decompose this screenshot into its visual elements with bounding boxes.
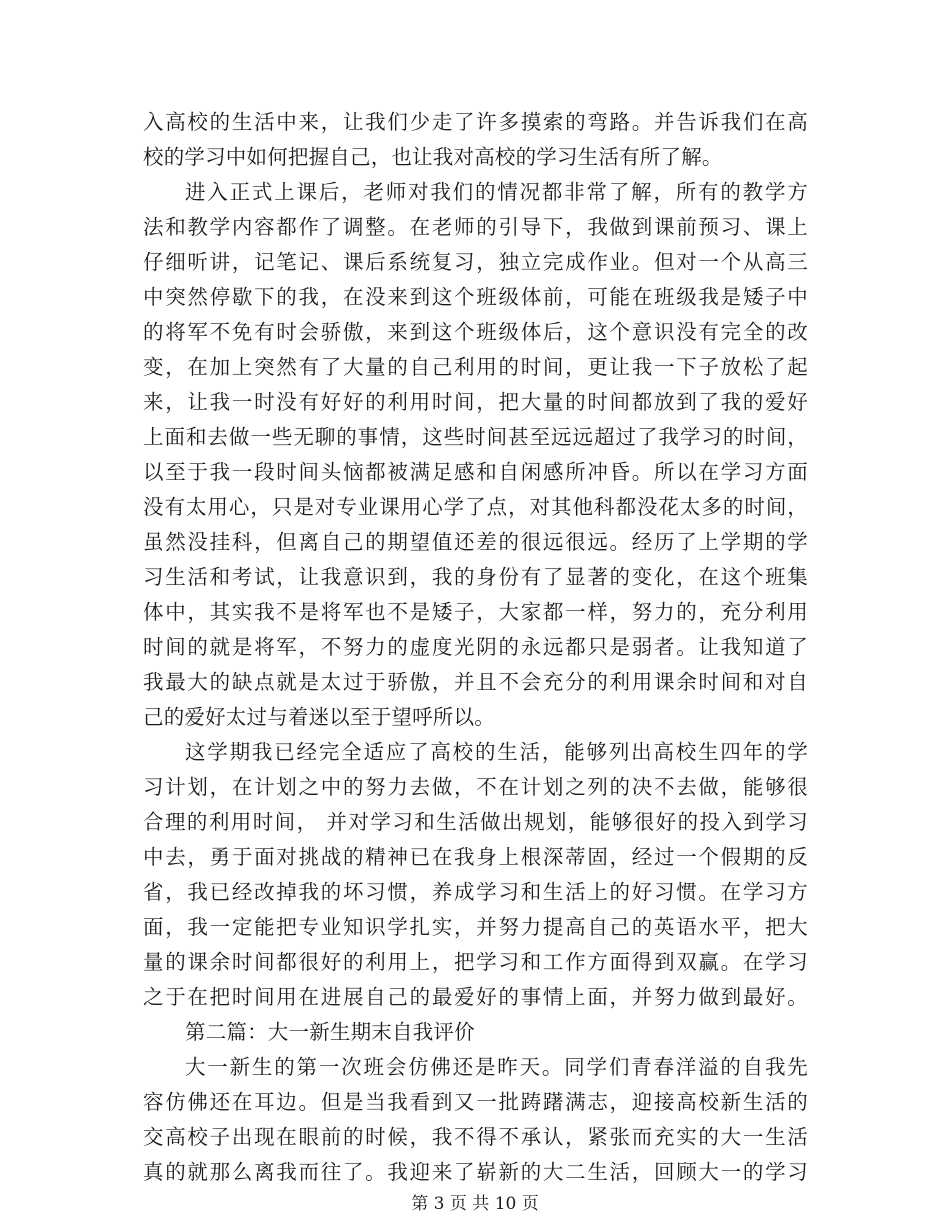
text-line: 中去，勇于面对挑战的精神已在我身上根深蒂固，经过一个假期的反 [143,845,808,869]
text-line: 面，我一定能把专业知识学扎实，并努力提高自己的英语水平，把大 [143,915,808,939]
text-line: 校的学习中如何把握自己，也让我对高校的学习生活有所了解。 [143,145,723,169]
text-line: 合理的利用时间， 并对学习和生活做出规划，能够很好的投入到学习 [143,810,808,834]
text-line: 时间的就是将军，不努力的虚度光阴的永远都只是弱者。让我知道了 [143,635,808,659]
text-line: 上面和去做一些无聊的事情，这些时间甚至远远超过了我学习的时间， [143,425,808,449]
page-footer: 第 3 页 共 10 页 [411,1194,539,1214]
text-line: 的将军不免有时会骄傲，来到这个班级体后，这个意识没有完全的改 [143,320,808,344]
paragraph-start-line: 这学期我已经完全适应了高校的生活，能够列出高校生四年的学 [185,740,808,764]
text-line: 没有太用心，只是对专业课用心学了点，对其他科都没花太多的时间， [143,495,808,519]
text-line: 入高校的生活中来，让我们少走了许多摸索的弯路。并告诉我们在高 [143,110,808,134]
text-line: 之于在把时间用在进展自己的最爱好的事情上面，并努力做到最好。 [143,985,808,1009]
section-heading: 第二篇：大一新生期末自我评价 [185,1020,475,1044]
text-line: 以至于我一段时间头恼都被满足感和自闲感所冲昏。所以在学习方面 [143,460,808,484]
text-line: 仔细听讲，记笔记、课后系统复习，独立完成作业。但对一个从高三 [143,250,808,274]
text-line: 体中，其实我不是将军也不是矮子，大家都一样，努力的，充分利用 [143,600,808,624]
text-line: 省，我已经改掉我的坏习惯，养成学习和生活上的好习惯。在学习方 [143,880,808,904]
text-line: 中突然停歇下的我，在没来到这个班级体前，可能在班级我是矮子中 [143,285,808,309]
text-line: 交高校子出现在眼前的时候，我不得不承认，紧张而充实的大一生活 [143,1125,808,1149]
text-line: 虽然没挂科，但离自己的期望值还差的很远很远。经历了上学期的学 [143,530,808,554]
text-line: 来，让我一时没有好好的利用时间，把大量的时间都放到了我的爱好 [143,390,808,414]
text-line: 变，在加上突然有了大量的自己利用的时间，更让我一下子放松了起 [143,355,808,379]
text-line: 法和教学内容都作了调整。在老师的引导下，我做到课前预习、课上 [143,215,808,239]
text-line: 容仿佛还在耳边。但是当我看到又一批踌躇满志，迎接高校新生活的 [143,1090,808,1114]
text-line: 习计划，在计划之中的努力去做，不在计划之列的决不去做，能够很 [143,775,808,799]
text-line: 习生活和考试，让我意识到，我的身份有了显著的变化，在这个班集 [143,565,808,589]
paragraph-start-line: 进入正式上课后，老师对我们的情况都非常了解，所有的教学方 [185,180,808,204]
text-line: 我最大的缺点就是太过于骄傲，并且不会充分的利用课余时间和对自 [143,670,808,694]
text-line: 量的课余时间都很好的利用上，把学习和工作方面得到双赢。在学习 [143,950,808,974]
text-line: 真的就那么离我而往了。我迎来了崭新的大二生活，回顾大一的学习 [143,1160,808,1184]
text-line: 己的爱好太过与着迷以至于望呼所以。 [143,705,495,729]
paragraph-start-line: 大一新生的第一次班会仿佛还是昨天。同学们青春洋溢的自我先 [185,1055,808,1079]
